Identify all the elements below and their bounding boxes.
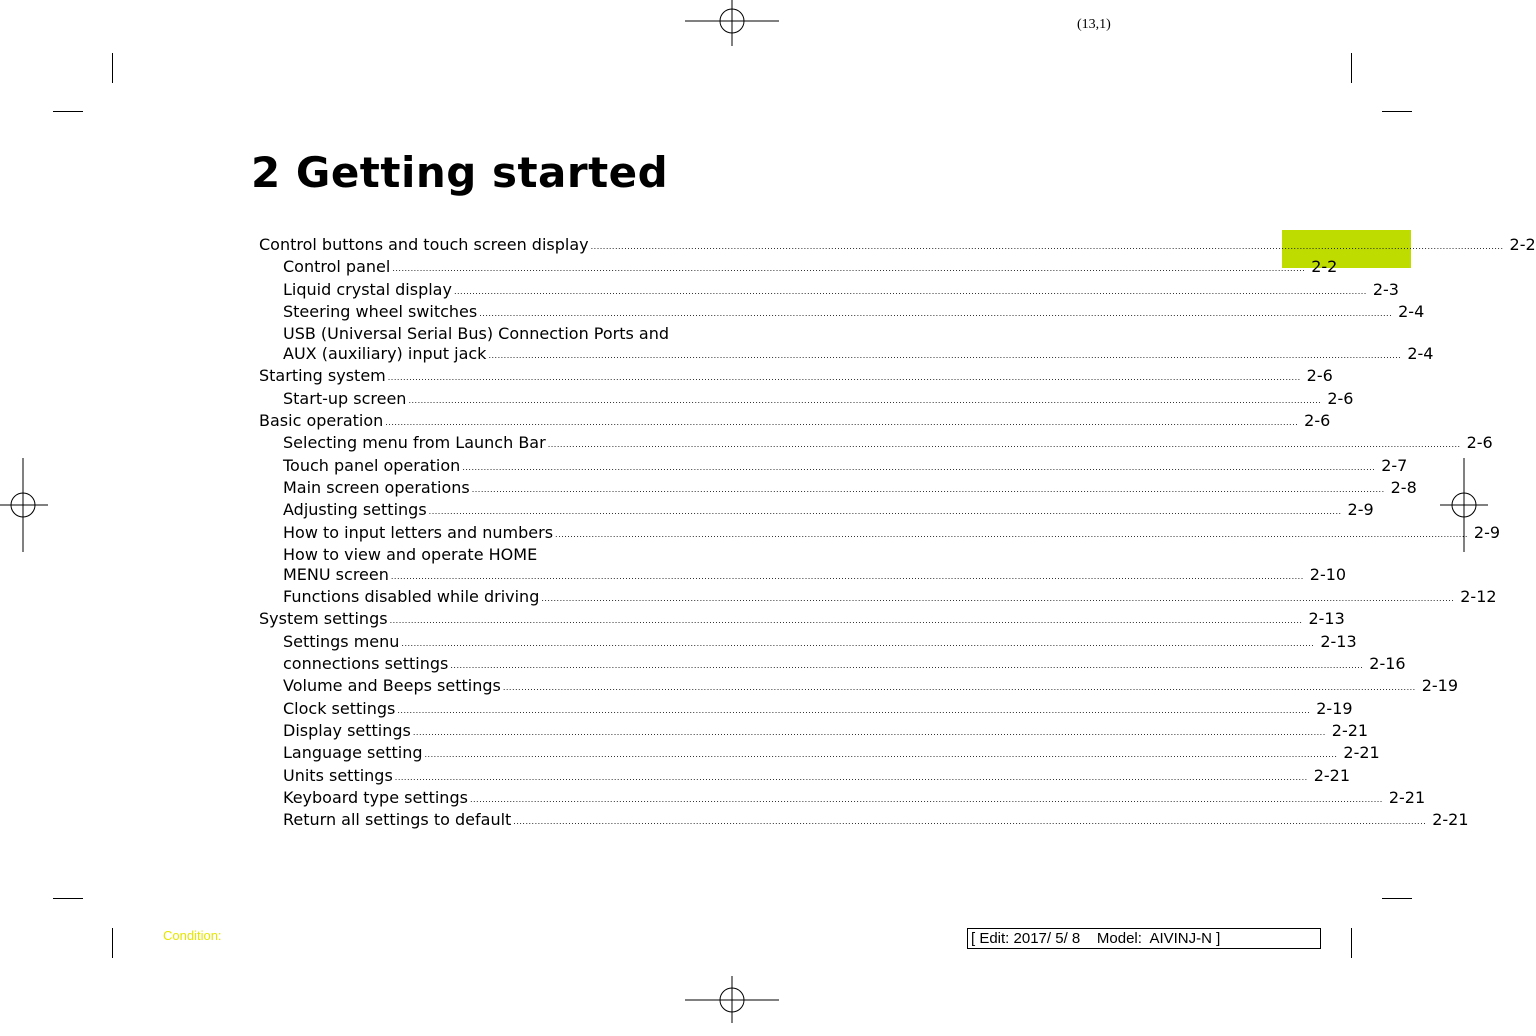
toc-entry-title: Adjusting settings xyxy=(283,500,427,520)
toc-entry-title: System settings xyxy=(259,609,388,629)
toc-entry-title: How to input letters and numbers xyxy=(283,522,554,542)
toc-leader-dots: ............................................................................................................................................................................................................................................................................................................ xyxy=(389,616,1303,626)
toc-entry[interactable] xyxy=(259,301,1425,322)
toc-entry-page: 2-8 xyxy=(1390,477,1417,497)
toc-entry[interactable] xyxy=(259,477,1417,498)
toc-entry[interactable] xyxy=(259,676,1459,696)
toc-entry-page: 2-6 xyxy=(1306,366,1333,386)
table-of-contents xyxy=(259,235,1536,832)
toc-leader-dots: ............................................................................................................................................................................................................................................................................................................ xyxy=(488,351,1402,361)
toc-entry-title: Selecting menu from Launch Bar xyxy=(283,433,546,453)
toc-leader-dots: ............................................................................................................................................................................................................................................................................................................ xyxy=(412,727,1326,737)
toc-entry-page: 2-21 xyxy=(1331,720,1369,740)
toc-entry-page: 2-16 xyxy=(1369,654,1406,674)
toc-entry-page: 2-4 xyxy=(1407,344,1434,364)
toc-leader-dots: ............................................................................................................................................................................................................................................................................................................ xyxy=(479,308,1393,318)
toc-entry[interactable] xyxy=(259,500,1374,520)
toc-entry[interactable] xyxy=(259,388,1354,409)
toc-entry-page: 2-2 xyxy=(1311,257,1338,277)
toc-entry[interactable] xyxy=(259,433,1493,453)
toc-leader-dots: ............................................................................................................................................................................................................................................................................................................ xyxy=(450,661,1364,671)
toc-entry-page: 2-6 xyxy=(1327,388,1354,408)
toc-entry[interactable] xyxy=(259,344,1434,364)
toc-entry-title: Units settings xyxy=(283,765,393,785)
toc-entry-title: connections settings xyxy=(283,654,449,674)
page-code: (13,1) xyxy=(1077,17,1111,32)
toc-entry[interactable] xyxy=(259,279,1399,300)
toc-entry-title: Settings menu xyxy=(283,631,400,651)
registration-mark-icon xyxy=(0,458,96,554)
toc-entry-title: MENU screen xyxy=(283,564,389,584)
toc-leader-dots: ............................................................................................................................................................................................................................................................................................................ xyxy=(428,507,1342,517)
toc-leader-dots: ............................................................................................................................................................................................................................................................................................................ xyxy=(424,750,1338,760)
toc-entry-title: Keyboard type settings xyxy=(283,787,468,807)
toc-leader-dots: ............................................................................................................................................................................................................................................................................................................ xyxy=(453,286,1367,296)
toc-entry-title: Touch panel operation xyxy=(283,455,461,475)
toc-leader-dots: ............................................................................................................................................................................................................................................................................................................ xyxy=(541,594,1455,604)
toc-entry-title: Start-up screen xyxy=(283,388,407,408)
toc-entry-title: Return all settings to default xyxy=(283,810,512,830)
toc-entry-page: 2-21 xyxy=(1313,765,1350,785)
crop-mark-icon xyxy=(1351,53,1352,83)
crop-mark-icon xyxy=(112,53,113,83)
toc-entry-title: Clock settings xyxy=(283,698,396,718)
toc-leader-dots: ............................................................................................................................................................................................................................................................................................................ xyxy=(590,242,1504,251)
toc-entry[interactable] xyxy=(259,765,1350,786)
toc-entry-title: Basic operation xyxy=(259,411,384,431)
toc-leader-dots: ............................................................................................................................................................................................................................................................................................................ xyxy=(408,395,1322,405)
registration-mark-icon xyxy=(685,0,781,96)
toc-leader-dots: ............................................................................................................................................................................................................................................................................................................ xyxy=(385,418,1299,428)
toc-entry-title: AUX (auxiliary) input jack xyxy=(283,344,487,364)
toc-leader-dots: ............................................................................................................................................................................................................................................................................................................ xyxy=(397,705,1311,715)
toc-entry-page: 2-13 xyxy=(1320,631,1357,651)
toc-entry-page: 2-21 xyxy=(1388,787,1426,807)
toc-leader-dots: ............................................................................................................................................................................................................................................................................................................ xyxy=(462,462,1376,472)
toc-entry[interactable] xyxy=(259,522,1501,543)
toc-entry-page: 2-6 xyxy=(1466,433,1493,453)
toc-entry-page: 2-9 xyxy=(1347,500,1374,520)
toc-entry-title-line: How to view and operate HOME xyxy=(283,544,538,564)
toc-entry[interactable] xyxy=(259,235,1536,255)
toc-entry[interactable] xyxy=(259,810,1469,830)
toc-leader-dots: ............................................................................................................................................................................................................................................................................................................ xyxy=(513,817,1427,827)
toc-entry-title: Liquid crystal display xyxy=(283,279,452,299)
toc-entry-title: Language setting xyxy=(283,743,423,763)
chapter-title: 2 Getting started xyxy=(251,148,669,197)
toc-entry-page: 2-7 xyxy=(1381,455,1408,475)
toc-leader-dots: ............................................................................................................................................................................................................................................................................................................ xyxy=(471,484,1385,494)
toc-entry-page: 2-12 xyxy=(1460,587,1497,607)
toc-entry-page: 2-9 xyxy=(1473,522,1501,542)
toc-entry[interactable] xyxy=(259,720,1369,741)
crop-mark-icon xyxy=(53,898,83,899)
edit-info-box: [ Edit: 2017/ 5/ 8 Model: AIVINJ-N ] xyxy=(967,928,1321,949)
crop-mark-icon xyxy=(1382,898,1412,899)
toc-entry-page: 2-13 xyxy=(1308,609,1345,629)
toc-entry-title: Steering wheel switches xyxy=(283,301,478,321)
toc-entry-title: Control buttons and touch screen display xyxy=(259,235,589,254)
toc-leader-dots: ............................................................................................................................................................................................................................................................................................................ xyxy=(394,772,1308,782)
toc-entry[interactable] xyxy=(259,366,1333,386)
toc-entry[interactable] xyxy=(259,787,1426,808)
toc-entry-title: Display settings xyxy=(283,720,411,740)
toc-leader-dots: ............................................................................................................................................................................................................................................................................................................ xyxy=(390,571,1304,581)
crop-mark-icon xyxy=(1351,928,1352,958)
toc-entry[interactable] xyxy=(259,609,1345,629)
toc-entry-title: Volume and Beeps settings xyxy=(283,676,501,696)
crop-mark-icon xyxy=(53,111,83,112)
toc-entry-page: 2-2 xyxy=(1509,235,1536,254)
toc-entry-page: 2-3 xyxy=(1372,279,1399,299)
toc-entry-page: 2-21 xyxy=(1432,810,1469,830)
toc-leader-dots: ............................................................................................................................................................................................................................................................................................................ xyxy=(387,373,1301,383)
toc-entry[interactable] xyxy=(259,698,1353,719)
toc-entry-page: 2-10 xyxy=(1309,564,1347,584)
toc-leader-dots: ............................................................................................................................................................................................................................................................................................................ xyxy=(401,638,1315,648)
toc-leader-dots: ............................................................................................................................................................................................................................................................................................................ xyxy=(469,794,1383,804)
crop-mark-icon xyxy=(1382,111,1412,112)
toc-entry-title: Main screen operations xyxy=(283,477,470,497)
toc-entry[interactable] xyxy=(259,455,1408,476)
toc-entry[interactable] xyxy=(259,411,1331,431)
toc-entry[interactable] xyxy=(259,743,1380,763)
toc-entry-page: 2-6 xyxy=(1304,411,1331,431)
toc-entry[interactable] xyxy=(259,654,1406,674)
toc-entry-page: 2-19 xyxy=(1421,676,1459,696)
toc-entry-page: 2-4 xyxy=(1398,301,1425,321)
toc-leader-dots: ............................................................................................................................................................................................................................................................................................................ xyxy=(555,529,1468,539)
toc-entry-page: 2-19 xyxy=(1316,698,1353,718)
toc-entry-page: 2-21 xyxy=(1343,743,1380,763)
toc-leader-dots: ............................................................................................................................................................................................................................................................................................................ xyxy=(502,683,1416,693)
toc-leader-dots: ............................................................................................................................................................................................................................................................................................................ xyxy=(392,264,1306,274)
toc-entry-title: Functions disabled while driving xyxy=(283,587,540,607)
condition-label: Condition: xyxy=(163,928,222,943)
toc-leader-dots: ............................................................................................................................................................................................................................................................................................................ xyxy=(547,440,1461,450)
toc-entry[interactable] xyxy=(259,587,1497,607)
toc-entry-title: Starting system xyxy=(259,366,386,386)
toc-entry-title: Control panel xyxy=(283,257,391,277)
crop-mark-icon xyxy=(112,928,113,958)
toc-entry-title-line: USB (Universal Serial Bus) Connection Ports and xyxy=(283,324,670,344)
toc-entry[interactable] xyxy=(259,257,1338,277)
toc-entry[interactable] xyxy=(259,564,1347,585)
registration-mark-icon xyxy=(685,940,781,1036)
toc-entry[interactable] xyxy=(259,631,1357,652)
